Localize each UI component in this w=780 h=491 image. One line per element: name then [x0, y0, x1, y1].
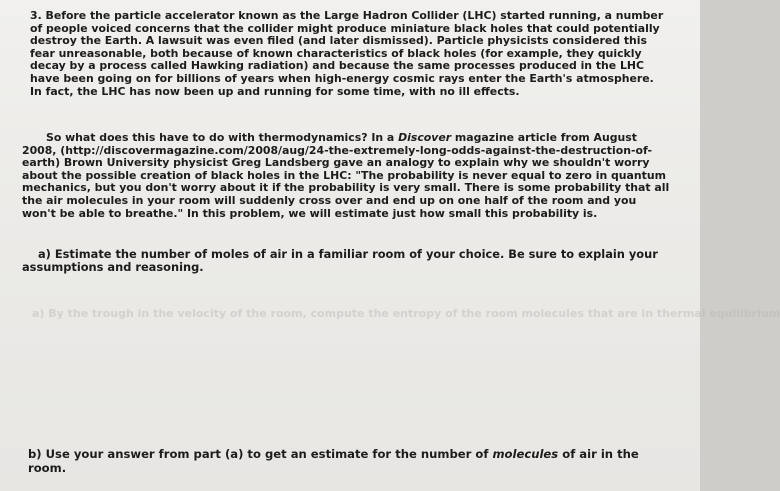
magazine-name: Discover [398, 131, 452, 144]
problem-intro-paragraph [30, 10, 668, 98]
problem-number: 3. [30, 9, 42, 22]
part-a-question: a) Estimate the number of moles of air in a familiar room of your choice. Be sure to explain your assumptions and reasoning. [22, 247, 658, 275]
problem-intro-text: Before the particle accelerator known as the Large Hadron Collider (LHC) started running, a number of people voiced concerns that the collider might produce miniature black holes that could potentially destroy the Earth. A lawsuit was even filed (and later dismissed). Particle physicists considered this fear unreasonable, both because of known characteristics of black holes (for example, they quickly decay by a process called Hawking radiation) and because the same processes produced in the LHC have been going on for billions of years when high-energy cosmic rays enter the Earth's atmosphere. In fact, the LHC has now been up and running for some time, with no ill effects. [30, 9, 664, 98]
part-b-prefix: b) Use your answer from part (a) to get an estimate for the number of [28, 447, 493, 461]
part-b-emphasis: molecules [492, 447, 559, 461]
part-b-question [28, 447, 668, 475]
para2-lead-text: So what does this have to do with thermodynamics? In a [46, 131, 399, 144]
thermodynamics-paragraph [22, 132, 672, 220]
bleed-through-text: a) By the trough in the velocity of the room, compute the entropy of the room molecules that are in thermal equilibrium [32, 307, 780, 320]
part-b-suffix: of air in the room. [28, 447, 639, 475]
para2-body-text: magazine article from August 2008, (http://discovermagazine.com/2008/aug/24-the-extremely-long-odds-against-the-destruction-of-earth) Brown University physicist Greg Landsberg gave an analogy to explain why we shouldn't worry about the possible creation of black holes in the LHC: "The probability is never equal to zero in quantum mechanics, but you don't worry about it if the probability is very small. There is some probability that all the air molecules in your room will suddenly cross over and end up on one half of the room and you won't be able to breathe." In this problem, we will estimate just how small this probability is. [22, 131, 670, 220]
